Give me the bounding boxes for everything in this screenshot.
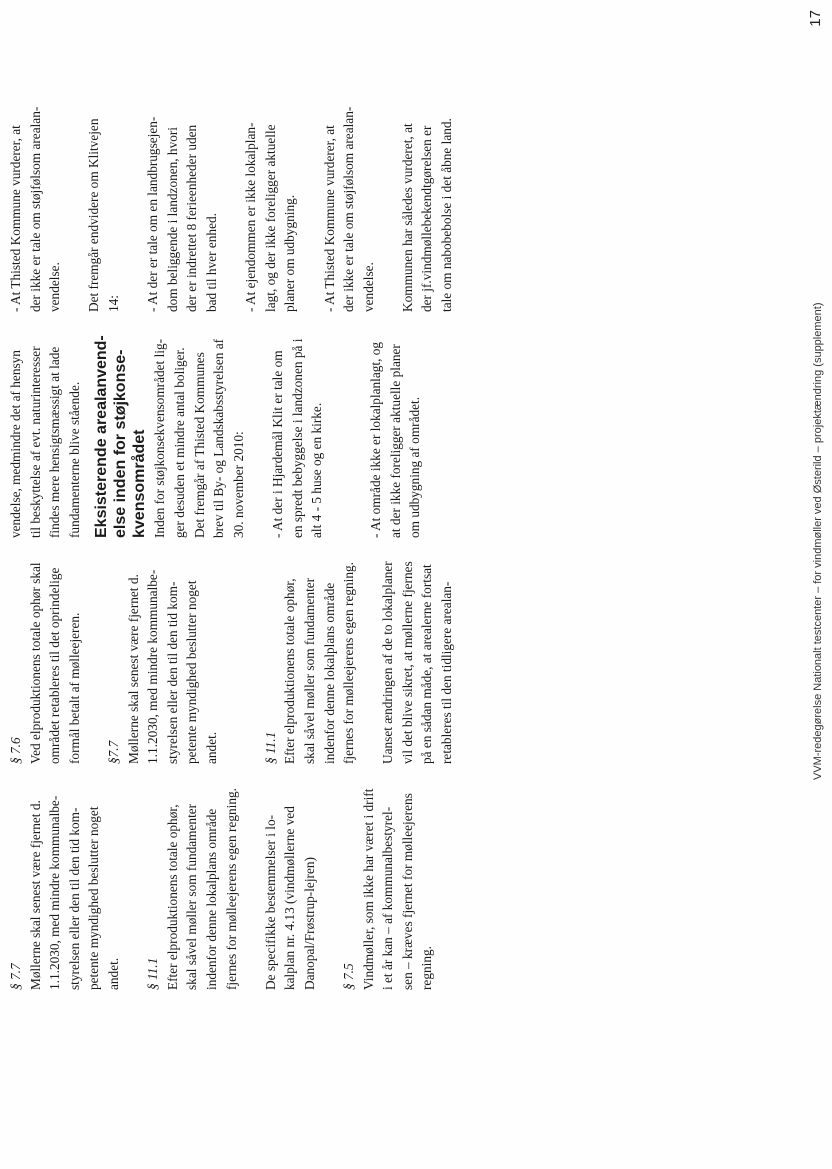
- section-heading: § 7.7: [8, 963, 23, 990]
- text-column-3: [6, 326, 444, 538]
- paragraph: - At der er tale om en landbrugsejen- dom beliggende i landzonen, hvori der er indrettet 8 ferieenheder uden bad til hver enhed.: [145, 116, 219, 312]
- section-heading: § 7.6: [8, 737, 23, 764]
- section-heading: § 11.1: [262, 731, 278, 764]
- paragraph: - At område ikke er lokalplanlagt, og at der ikke foreligger aktuelle planer om udbygning af området.: [367, 341, 423, 538]
- paragraph: Uanset ændringen af de to lokalplaner vil det blive sikret, at møllerne fjernes på en sådan måde, at arealerne fortsat retableres til den tidligere arealan-: [380, 561, 455, 764]
- section-title: Eksisterende arealanvend- else inden for støjkonse- kvensområdet: [93, 335, 149, 538]
- paragraph: Efter elproduktionens totale ophør, skal såvel møller som fundamenter indenfor denne lokalplans område fjernes for mølleejerens egen regning.: [164, 788, 239, 990]
- page-footer: [806, 5, 830, 785]
- paragraph: Møllerne skal senest være fjernet d. 1.1.2030, med mindre kommunalbe- styrelsen eller den til den tid kom- petente myndighed beslutter noget andet.: [125, 569, 219, 764]
- section-heading: §7.7: [105, 740, 121, 764]
- footer-text: VVM-redegørelse Nationalt testcenter – for vindmøller ved Østerild – projektændring (supplement): [812, 302, 824, 780]
- spacer: [346, 326, 366, 538]
- rotated-page-content: [6, 5, 826, 1165]
- paragraph: Vindmøller, som ikke har været i drift i et år kan – af kommunalbestyrel- sen – kræves fjernet for mølleejerens regning.: [360, 788, 435, 990]
- paragraph: vendelse, medmindre det af hensyn til beskyttelse af evt. naturinteresser findes mere hensigtsmæssigt at lade fundamenterne blive stående.: [8, 346, 82, 538]
- section-heading: § 7.5: [341, 963, 357, 990]
- paragraph: - At Thisted Kommune vurderer, at der ikke er tale om støjfølsom arealan- vendelse.: [8, 106, 63, 312]
- paragraph: - At ejendommen er ikke lokalplan- lagt, og der ikke foreligger aktuelle planer om udbygning.: [243, 122, 298, 312]
- paragraph: Efter elproduktionens totale ophør, skal såvel møller som fundamenter indenfor denne lokalplans område fjernes for mølleejerens egen regning.: [282, 562, 357, 764]
- spacer: [241, 552, 261, 764]
- paragraph: Inden for støjkonsekvensområdet lig- ger desuden et mindre antal boliger. Det fremgår af Thisted Kommunes brev til By- og Landskabsstyrelsen af 30. november 2010:: [152, 338, 246, 538]
- paragraph: Ved elproduktionens totale ophør skal området retableres til det oprindelige formål betalt af mølleejeren.: [27, 562, 82, 764]
- page-number: 17: [807, 10, 824, 27]
- text-column-1: [6, 778, 457, 990]
- section-heading: § 11.1: [145, 957, 161, 990]
- paragraph: De specifikke bestemmelser i lo- kalplan nr. 4.13 (vindmøllerne ved Danopal/Frøstrup-lejren): [262, 806, 317, 990]
- paragraph: Kommunen har således vurderet, at der jf.vindmøllebekendtgørelsen er tale om nabobebolse i det åbne land.: [399, 118, 455, 312]
- paragraph: Møllerne skal senest være fjernet d. 1.1.2030, med mindre kommunalbe- styrelsen eller den til den tid kom- petente myndighed beslutter noget andet.: [27, 795, 121, 990]
- text-column-4: [6, 100, 476, 312]
- paragraph: - At der i Hjardemål Klit er tale om en spredt bebyggelse i landzonen på i alt 4 - 5 huse og en kirke.: [269, 338, 325, 538]
- paragraph: Det fremgår endvidere om Klitvejen 14:: [86, 118, 121, 312]
- paragraph: - At Thisted Kommune vurderer, at der ikke er tale om støjfølsom arealan- vendelse.: [321, 106, 376, 312]
- text-column-2: [6, 552, 476, 764]
